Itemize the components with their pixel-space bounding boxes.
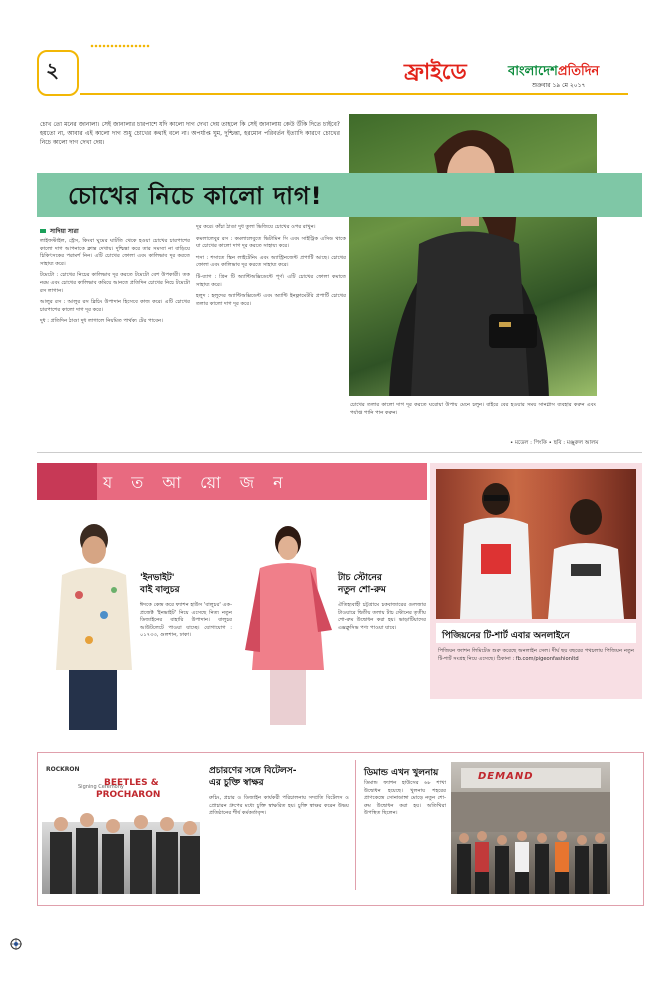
section-title: য ত আ য়ো জ ন: [103, 473, 290, 492]
page-number: ২: [46, 58, 60, 82]
item-1-title-a: 'ইনভাইট': [140, 573, 175, 583]
feature-column-2: [196, 224, 346, 308]
tshirt-photo: [436, 469, 636, 619]
item-1-title-b: বাই বালুচর: [140, 585, 180, 595]
product-photo-man: [44, 520, 139, 730]
col1-para: দুধ : প্রতিদিন ঠাণ্ডা দুধ লাগালে নিয়মিত পার্থক্য টের পাবেন।: [40, 318, 163, 325]
photo-credit: • মডেল : পিংকি • ছবি : মঞ্জুরুল আলম: [510, 440, 599, 446]
col1-para: টমেটো : চোখের নিচের কালিভাব দূর করতে টমেটো বেশ উপকারী। তক নরম এবং চোখের কালিভাব কমিয়ে আনতে প্রতিদিন চোখের নিচে টমেটো রস লাগান।: [40, 272, 190, 294]
header-rule: [80, 93, 628, 95]
col1-para: লাইফস্টাইল, স্ট্রেস, কিংবা ঘুমের ঘাটতি থেকে হওয়া চোখের চারপাশের কালো দাগ আপনাকে ক্লান্ত দেখায়। দুশ্চিন্তা করে তার সমস্যা না বাড়িয়ে চিকিৎসকের পরামর্শ নিন। এটি চোখের ফোলা এবং কালিভাব দূর করতে সাহায্য করে।: [40, 238, 190, 267]
registration-mark-icon: [10, 935, 22, 947]
item-2-title-a: টাচ স্টোনের: [338, 573, 382, 583]
col2-para: কমলালেবুর রস : কমলালেবুতে ভিটামিন সি এবং সাইট্রিক এসিড থাকে যা চোখের কালো দাগ দূর করতে সাহায্য করে।: [196, 235, 346, 250]
sig-photo-text-a: Signing Ceremony: [78, 784, 124, 790]
bottom-left-title: [209, 765, 296, 789]
feature-intro: চোখ তো মনের জানালা। সেই জানালার চারপাশে যদি কালো দাগ দেখা দেয় তাহলে কি সেই জানালায় কেউ উঁকি দিতে চাইবে? হয়তো না, আবার এই কালো দাগ শুধু চোখের কথাই বলে না। অপর্যাপ্ত ঘুম, দুশ্চিন্তা, হরমোন পরিবর্তন ইত্যাদি কারণে চোখের নিচে কালো দাগ দেখা দেয়।: [40, 121, 340, 146]
bottom-left-body: রুচিং, প্রচার ও ডিজাইন কার্যকরী পরিচালনায় সম্প্রতি বিটেলস ও প্রোচারন গ্রুপের মধ্যে চুক্তি স্বাক্ষরিত হয়। চুক্তি স্বাক্ষর করেন উভয় প্রতিষ্ঠানের শীর্ষ কর্মকর্তাবৃন্দ।: [209, 795, 349, 817]
item-3-body: পিজিয়ন ফ্যাশন লিমিটেড শুরু করেছে অনলাইন সেল। দীর্ঘ ছয় বছরের পথচলায় পিজিয়ন নতুন টি-শার্ট সংগ্রহ নিয়ে এসেছে। ঠিকানা : fb.com/pigeonfashionltd: [438, 648, 634, 662]
sig-photo-text-b: BEETLES &: [104, 778, 159, 788]
product-photo-woman: [240, 520, 335, 730]
item-2-body: ঐতিহ্যবাহী চট্টগ্রামে চকবাজারের গুলজার টাওয়ারে দ্বিতীয় তলায় টাচ স্টোনের তৃতীয় শো-রুম উদ্বোধন করা হয়। ভাড়াটিয়াদের এক্সক্লুসিভ পণ্য পাওয়া যাবে।: [338, 602, 426, 631]
model-photo: [349, 114, 597, 396]
sig-photo-brand: ROCKRON: [46, 766, 80, 773]
item-1-title: [140, 572, 180, 596]
demand-sign: DEMAND: [478, 771, 534, 782]
item-1-body: ঈদকে কেন্দ্র করে ফ্যাশন হাউস 'বালুচর' এক-প্রজেক্ট 'ইনভাইট' নিয়ে এসেছে নিত্য নতুন ডিজাইনের বাহারি উপাদান। বালুচর আউটলেটে পাওয়া যাচ্ছে। যোগাযোগ : ০১৭৩৩, গুলশান, ঢাকা।: [140, 602, 232, 639]
section-logo: ফ্রাইডে: [404, 59, 467, 85]
col2-para: শসা : শসাতে স্কিন লাইটেনিং এবং অ্যাস্ট্রিনজেন্ট প্রপার্টি আছে। চোখের ফোলা এবং কালিভাব দূর করতে সাহায্য করে।: [196, 254, 346, 269]
col2-para: হলুদ : হলুদের অ্যান্টিঅক্সিডেন্ট এবং অ্যান্টি ইনফ্লামেটরি প্রপার্টি চোখের তলার কালো দাগ দূর করে।: [196, 293, 346, 307]
col1-para: আলুর রস : আলুর রস ব্লিচিং উপাদান হিসেবে কাজ করে। এটি চোখের চারপাশের কালো দাগ দূর করে।: [40, 299, 190, 313]
feature-author: সাদিয়া সারা: [50, 228, 79, 235]
bottom-left-title-a: প্রচারণের সঙ্গে বিটেলস-: [209, 766, 297, 776]
item-2-title-b: নতুন শো-রুম: [338, 585, 386, 595]
divider: [37, 452, 642, 453]
decor-dots: [90, 44, 150, 48]
feature-title: চোখের নিচে কালো দাগ!: [68, 182, 323, 210]
newspaper-name-b: প্রতিদিন: [557, 64, 600, 79]
sig-photo-text-c: PROCHARON: [96, 790, 161, 800]
col2-para: টি-ব্যাগ : গ্রিন টি অ্যান্টিঅক্সিডেন্টে পূর্ণ। এটি চোখের ফোলা কমাতে সাহায্য করে।: [196, 273, 346, 288]
newspaper-name-a: বাংলাদেশ: [508, 64, 558, 79]
author-bullet: [40, 229, 46, 233]
bottom-divider: [355, 760, 356, 890]
feature-column-1: [40, 238, 190, 326]
bottom-left-title-b: এর চুক্তি স্বাক্ষর: [209, 778, 264, 788]
item-2-title: [338, 572, 386, 596]
bottom-right-title: ডিমান্ড এখন খুলনায়: [364, 768, 439, 778]
photo-caption: চোখের তলার কালো দাগ দূর করতে ঘরোয়া উপায় মেনে চলুন। বাইরে বের হওয়ার সময় সানগ্লাস ব্যবহার করুন এবং পর্যাপ্ত পানি পান করুন।: [350, 402, 596, 416]
bottom-right-body: ডিমান্ড ফ্যাশন হাউসের ৬৮ শাখা উদ্বোধন হয়েছে। খুলনায় শহরের প্রাণকেন্দ্রে সোনাডাঙ্গা মোড়ে নতুন শো-রুম উদ্বোধন করা হয়। অতিথিরা উপস্থিত ছিলেন।: [364, 780, 446, 817]
issue-date: শুক্রবার ১৯ মে ২০১৭: [532, 82, 586, 89]
col2-para: দূর করে। কাঁচা ঠাণ্ডা দুধ তুলা ভিজিয়ে চোখের ওপর রাখুন।: [196, 224, 316, 230]
section-title-accent: [37, 463, 97, 500]
item-3-title: পিজিয়নের টি-শার্ট এবার অনলাইনে: [442, 631, 570, 641]
